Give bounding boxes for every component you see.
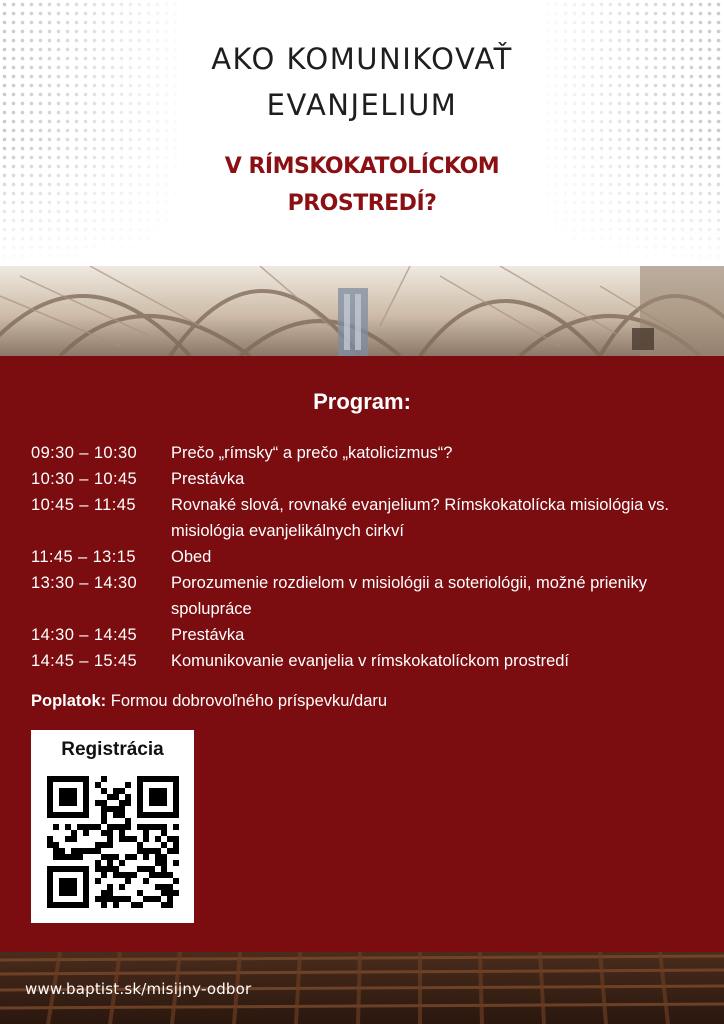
qr-finder-pattern — [47, 866, 89, 908]
schedule-text: Porozumenie rozdielom v misiológii a soteriológii, možné prieniky spolupráce — [171, 574, 647, 618]
qr-module — [53, 824, 59, 830]
dot-pattern-left — [0, 0, 190, 265]
qr-module — [71, 836, 77, 842]
schedule-row — [31, 648, 721, 674]
schedule-text: Rovnaké slová, rovnaké evanjelium? Rímskokatolícka misiológia vs. misiológia evanjelikálnych cirkví — [171, 496, 669, 540]
schedule-row — [31, 622, 721, 648]
qr-module — [173, 848, 179, 854]
qr-module — [167, 902, 173, 908]
dot-pattern-right — [534, 0, 724, 265]
schedule-row — [31, 570, 721, 622]
qr-module — [119, 860, 125, 866]
registration-label: Registrácia — [61, 739, 164, 760]
schedule-text: Prečo „rímsky“ a prečo „katolicizmus“? — [171, 444, 453, 462]
qr-module — [113, 902, 119, 908]
qr-module — [143, 836, 149, 842]
qr-module — [101, 872, 107, 878]
schedule-row — [31, 440, 721, 466]
church-pews-image — [0, 952, 724, 1024]
schedule-time: 10:45 – 11:45 — [31, 496, 136, 514]
qr-module — [173, 860, 179, 866]
program-panel — [0, 356, 724, 952]
registration-card[interactable] — [31, 730, 194, 923]
schedule-text: Prestávka — [171, 626, 245, 644]
qr-module — [173, 824, 179, 830]
qr-module — [101, 902, 107, 908]
schedule-time: 10:30 – 10:45 — [31, 470, 138, 488]
qr-module — [131, 854, 137, 860]
qr-module — [83, 830, 89, 836]
schedule-list — [31, 440, 721, 674]
qr-finder-pattern — [47, 776, 89, 818]
schedule-time: 13:30 – 14:30 — [31, 574, 138, 592]
cathedral-vault-image — [0, 266, 724, 356]
qr-module — [173, 890, 179, 896]
qr-module — [119, 884, 125, 890]
program-heading: Program: — [313, 389, 411, 414]
qr-module — [101, 776, 107, 782]
qr-code-icon[interactable] — [47, 776, 179, 908]
qr-module — [173, 878, 179, 884]
subtitle-line-1: V RÍMSKOKATOLÍCKOM — [224, 154, 500, 179]
schedule-text: Komunikovanie evanjelia v rímskokatolíckom prostredí — [171, 652, 570, 670]
qr-finder-pattern — [137, 776, 179, 818]
schedule-time: 14:30 – 14:45 — [31, 626, 138, 644]
fee-line — [31, 692, 387, 711]
schedule-text: Obed — [171, 548, 212, 566]
qr-module — [143, 878, 149, 884]
schedule-row — [31, 544, 721, 570]
qr-module — [125, 800, 131, 806]
fee-value: Formou dobrovoľného príspevku/daru — [110, 692, 388, 710]
title-line-1: AKO KOMUNIKOVAŤ — [211, 42, 513, 76]
schedule-row — [31, 492, 721, 544]
schedule-time: 09:30 – 10:30 — [31, 444, 138, 462]
schedule-time: 14:45 – 15:45 — [31, 652, 138, 670]
qr-module — [125, 824, 131, 830]
qr-module — [107, 842, 113, 848]
qr-module — [131, 872, 137, 878]
schedule-time: 11:45 – 13:15 — [31, 548, 136, 566]
schedule-text: Prestávka — [171, 470, 245, 488]
qr-module — [143, 854, 149, 860]
subtitle-line-2: PROSTREDÍ? — [287, 191, 437, 216]
website-link[interactable]: www.baptist.sk/misijny-odbor — [25, 980, 252, 998]
qr-module — [125, 782, 131, 788]
fee-label: Poplatok: — [31, 692, 107, 710]
qr-module — [95, 878, 101, 884]
title-line-2: EVANJELIUM — [266, 88, 458, 122]
schedule-row — [31, 466, 721, 492]
qr-module — [137, 902, 143, 908]
qr-module — [125, 878, 131, 884]
qr-module — [77, 854, 83, 860]
